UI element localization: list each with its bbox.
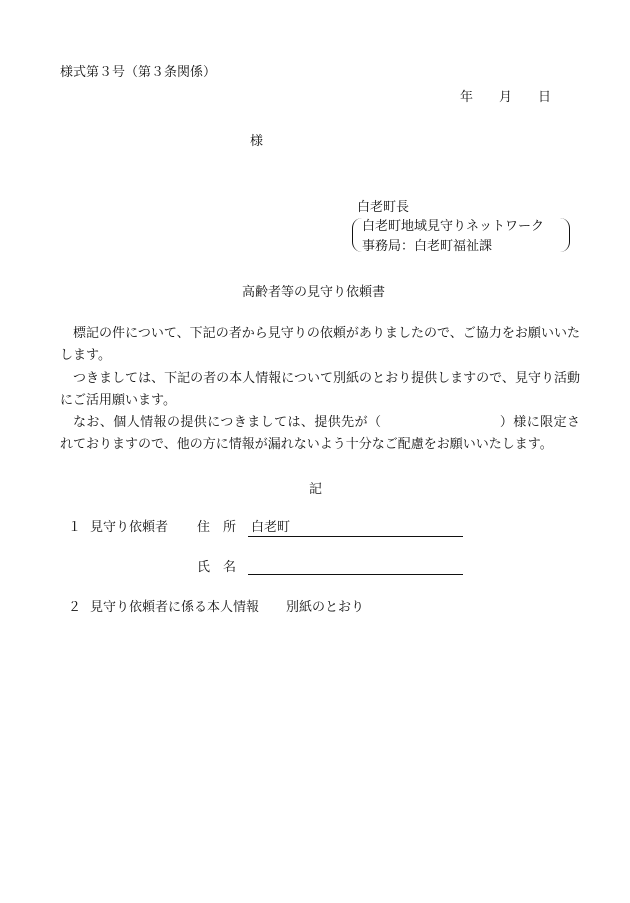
left-bracket [352, 218, 362, 252]
body-paragraph-3 [60, 412, 580, 457]
right-bracket [560, 218, 570, 252]
name-label: 氏 名 [197, 560, 237, 575]
name-underline [248, 574, 463, 575]
item-1-number: １ [68, 520, 82, 535]
date-month-label: 月 [499, 90, 513, 105]
item-2-label: 見守り依頼者に係る本人情報 [90, 600, 260, 615]
item-1-label: 見守り依頼者 [90, 520, 169, 535]
sender-secretariat: 事務局：白老町福祉課 [362, 239, 493, 254]
address-underline [248, 536, 463, 537]
body-text [60, 323, 580, 457]
document-title: 高齢者等の見守り依頼書 [242, 285, 386, 300]
item-2-value: 別紙のとおり [286, 600, 365, 615]
address-value: 白老町 [251, 520, 291, 535]
body-paragraph-2: つきましては、下記の者の本人情報について別紙のとおり提供しますので、見守り活動にご活用願います。 [60, 370, 580, 408]
form-number: 様式第３号（第３条関係） [60, 65, 217, 80]
sender-org-name: 白老町地域見守りネットワーク [362, 219, 545, 234]
address-label: 住 所 [197, 520, 237, 535]
item-2-number: ２ [68, 600, 82, 615]
recipient-honorific: 様 [250, 134, 264, 149]
body-paragraph-1: 標記の件について、下記の者から見守りの依頼がありましたので、ご協力をお願いいたします。 [60, 326, 580, 364]
date-line [460, 91, 551, 104]
sender-title: 白老町長 [357, 200, 410, 215]
date-year-label: 年 [460, 90, 474, 105]
sender-organization [352, 216, 570, 256]
body-paragraph-3-after: ）様に限定されておりますので、他の方に情報が漏れないよう十分なご配慮をお願いいたします。 [60, 415, 580, 453]
body-paragraph-3-before: なお、個人情報の提供につきましては、提供先が（ [73, 415, 382, 431]
date-day-label: 日 [538, 90, 552, 105]
ki-heading: 記 [309, 482, 323, 497]
